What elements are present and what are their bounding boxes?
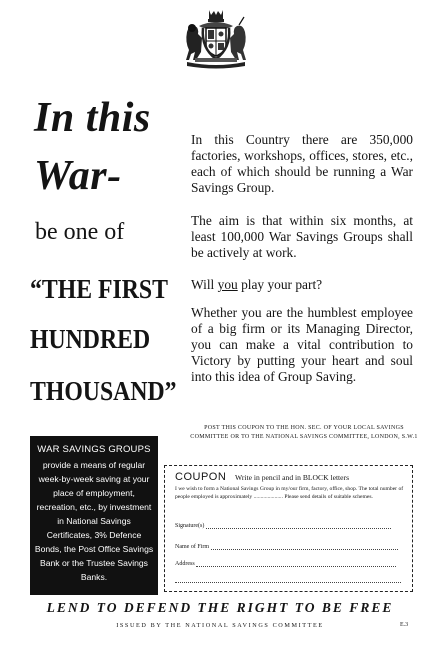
war-savings-groups-box (30, 436, 158, 595)
headline-line-1: In this (34, 95, 151, 141)
body-text-3-before: Will (191, 277, 218, 292)
headline-line-3: be one of (35, 219, 125, 245)
body-text-4: Whether you are the humblest employee of a big firm or its Managing Director, you can make a vital contribution to Victory by putting your heart and soul into this idea of Group Saving. (191, 305, 413, 384)
headline-line-5: HUNDRED (30, 324, 151, 354)
address-field[interactable] (175, 561, 396, 567)
headline-line-2: War- (34, 153, 122, 199)
body-text-3 (191, 277, 413, 293)
headline-line-6: THOUSAND” (30, 376, 177, 406)
coupon-instruction: Write in pencil and in BLOCK letters (235, 473, 350, 482)
address-line[interactable] (196, 566, 396, 567)
signature-field[interactable] (175, 523, 391, 529)
address-label: Address (175, 561, 195, 567)
post-coupon-note: POST THIS COUPON TO THE HON. SEC. OF YOUR LOCAL SAVINGS COMMITTEE OR TO THE NATIONAL SAVINGS COMMITTEE, LONDON, S.W.1 (190, 425, 418, 440)
firm-field[interactable] (175, 544, 398, 550)
body-text-3-underlined: you (217, 277, 238, 292)
body-text-2: The aim is that within six months, at least 100,000 War Savings Groups shall be actively at work. (191, 213, 413, 260)
address-field-2[interactable] (175, 577, 401, 583)
signature-label: Signature(s) (175, 523, 205, 529)
body-paragraph-2 (191, 213, 413, 261)
coupon-text: I we wish to form a National Savings Group in my/our firm, factory, office, shop. The total number of people employed is approximately ..................... Please send details of suitable schemes. (175, 486, 404, 500)
body-text-1: In this Country there are 350,000 factories, workshops, offices, stores, etc., each of which should be running a War Savings Group. (191, 132, 413, 195)
issued-by-line: ISSUED BY THE NATIONAL SAVINGS COMMITTEE (116, 622, 324, 629)
firm-line[interactable] (211, 549, 398, 550)
body-paragraph-3 (191, 277, 413, 293)
coupon-header (175, 471, 349, 483)
signature-line[interactable] (206, 528, 391, 529)
coupon-form (164, 465, 413, 592)
reference-code: E.3 (400, 622, 409, 628)
coupon-title: COUPON (175, 471, 227, 483)
body-paragraph-4 (191, 305, 413, 385)
body-paragraph-1 (191, 132, 413, 196)
headline-line-4: “THE FIRST (30, 274, 168, 304)
slogan: LEND TO DEFEND THE RIGHT TO BE FREE (46, 600, 394, 615)
royal-coat-of-arms-icon (181, 8, 251, 70)
box-text: provide a means of regular week-by-week saving at your place of employment, recreation, etc., by investment in National Savings Certificates, 3% Defence Bonds, the Post Office Savings Bank or the Trustee Savings Banks. (34, 460, 154, 582)
firm-label: Name of Firm (175, 544, 209, 550)
address-line-2[interactable] (175, 582, 401, 583)
box-title: WAR SAVINGS GROUPS (37, 444, 151, 455)
body-text-3-after: play your part? (237, 277, 323, 292)
